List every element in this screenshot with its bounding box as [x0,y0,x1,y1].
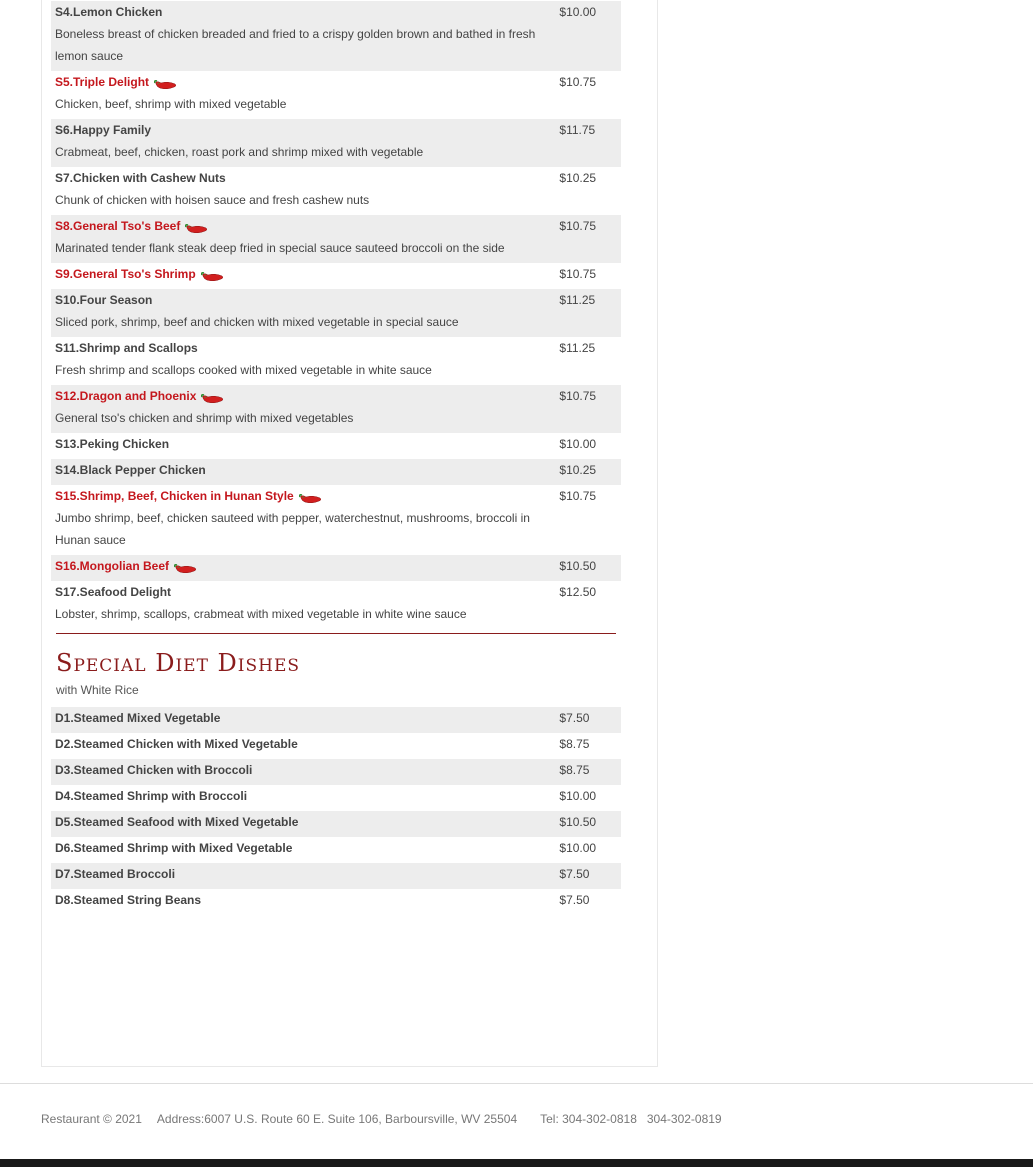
menu-item-name-text: S8.General Tso's Beef [55,219,181,233]
diet-item-price: $7.50 [559,711,590,725]
diet-item-price: $7.50 [559,867,590,881]
footer-divider [0,1083,1033,1084]
section-title: Special Diet Dishes [56,649,301,677]
diet-item-row [51,837,621,863]
diet-item-row [51,785,621,811]
diet-item-name: D8.Steamed String Beans [55,893,202,907]
footer-tel-2[interactable]: 304-302-0819 [646,1112,722,1126]
menu-item-name [55,167,559,189]
menu-item-price: $10.75 [559,219,597,233]
menu-item-price: $10.25 [559,463,597,477]
hot-pepper-icon [201,390,225,402]
section-subtitle: with White Rice [56,683,139,697]
menu-item-name [55,385,559,407]
menu-item-name [55,215,559,237]
menu-item-name [55,289,559,311]
menu-item-price: $11.75 [559,123,596,137]
menu-item-price: $11.25 [559,341,596,355]
menu-item-price: $10.00 [559,437,597,451]
section-divider [56,633,616,634]
menu-item-row [51,485,621,555]
menu-item-name [55,459,559,481]
menu-item-name-text: S11.Shrimp and Scallops [55,341,198,355]
diet-item-price: $7.50 [559,893,590,907]
menu-item-price: $12.50 [559,585,597,599]
main-items [51,1,621,629]
menu-item-row [51,167,621,215]
menu-item-row [51,289,621,337]
footer-address: Address:6007 U.S. Route 60 E. Suite 106, Barboursville, WV 25504 [156,1112,518,1126]
menu-item-price: $10.75 [559,75,597,89]
menu-item-row [51,1,621,71]
diet-item-price: $10.00 [559,789,597,803]
menu-item-row [51,385,621,433]
menu-item-price: $10.50 [559,559,597,573]
diet-item-name: D1.Steamed Mixed Vegetable [55,711,221,725]
diet-item-name: D4.Steamed Shrimp with Broccoli [55,789,248,803]
menu-item-row [51,119,621,167]
bottom-bar [0,1159,1033,1167]
menu-item-description: Sliced pork, shrimp, beef and chicken with mixed vegetable in special sauce [55,315,459,329]
menu-item-description: Crabmeat, beef, chicken, roast pork and shrimp mixed with vegetable [55,145,424,159]
menu-item-name-text: S16.Mongolian Beef [55,559,170,573]
menu-item-row [51,71,621,119]
hot-pepper-icon [154,76,178,88]
diet-item-price: $8.75 [559,763,590,777]
menu-item-name-text: S4.Lemon Chicken [55,5,163,19]
menu-item-price: $10.25 [559,171,597,185]
menu-item-description: Boneless breast of chicken breaded and fried to a crispy golden brown and bathed in fresh lemon sauce [55,27,536,63]
menu-item-name [55,263,559,285]
menu-item-price: $10.75 [559,267,597,281]
menu-item-name [55,337,559,359]
menu-item-name [55,581,559,603]
diet-item-name: D2.Steamed Chicken with Mixed Vegetable [55,737,298,751]
menu-item-name [55,1,559,23]
menu-item-row [51,555,621,581]
menu-item-description: Marinated tender flank steak deep fried in special sauce sauteed broccoli on the side [55,241,505,255]
menu-item-name [55,119,559,141]
menu-item-row [51,581,621,629]
menu-panel [41,0,658,1067]
menu-item-name [55,485,559,507]
hot-pepper-icon [185,220,209,232]
footer [41,1112,737,1126]
menu-item-name-text: S9.General Tso's Shrimp [55,267,196,281]
diet-item-name: D5.Steamed Seafood with Mixed Vegetable [55,815,299,829]
diet-item-price: $10.50 [559,815,597,829]
diet-items [51,707,621,915]
hot-pepper-icon [174,560,198,572]
menu-item-name-text: S15.Shrimp, Beef, Chicken in Hunan Style [55,489,294,503]
menu-item-name [55,433,559,455]
menu-item-description: Lobster, shrimp, scallops, crabmeat with mixed vegetable in white wine sauce [55,607,467,621]
menu-item-price: $10.75 [559,389,597,403]
menu-item-name-text: S6.Happy Family [55,123,152,137]
diet-item-row [51,759,621,785]
menu-item-row [51,215,621,263]
menu-item-row [51,433,621,459]
menu-item-name-text: S7.Chicken with Cashew Nuts [55,171,226,185]
menu-item-price: $10.75 [559,489,597,503]
hot-pepper-icon [299,490,323,502]
menu-item-name-text: S5.Triple Delight [55,75,150,89]
menu-item-price: $11.25 [559,293,596,307]
diet-item-name: D6.Steamed Shrimp with Mixed Vegetable [55,841,293,855]
menu-item-description: Chicken, beef, shrimp with mixed vegetable [55,97,287,111]
menu-item-name-text: S10.Four Season [55,293,153,307]
menu-item-row [51,459,621,485]
diet-item-row [51,811,621,837]
diet-item-price: $8.75 [559,737,590,751]
menu-item-row [51,263,621,289]
menu-item-description: General tso's chicken and shrimp with mixed vegetables [55,411,354,425]
menu-item-row [51,337,621,385]
diet-item-row [51,863,621,889]
menu-item-name [55,71,559,93]
menu-item-description: Jumbo shrimp, beef, chicken sauteed with pepper, waterchestnut, mushrooms, broccoli in Hunan sauce [55,511,530,547]
diet-item-row [51,889,621,915]
hot-pepper-icon [201,268,225,280]
diet-item-row [51,733,621,759]
footer-copyright: Restaurant © 2021 [41,1112,142,1126]
menu-item-name-text: S14.Black Pepper Chicken [55,463,206,477]
menu-item-description: Chunk of chicken with hoisen sauce and fresh cashew nuts [55,193,370,207]
diet-item-row [51,707,621,733]
menu-item-name-text: S12.Dragon and Phoenix [55,389,197,403]
menu-item-description: Fresh shrimp and scallops cooked with mixed vegetable in white sauce [55,363,432,377]
diet-item-name: D3.Steamed Chicken with Broccoli [55,763,253,777]
menu-list [51,0,621,915]
menu-item-price: $10.00 [559,5,597,19]
diet-item-name: D7.Steamed Broccoli [55,867,176,881]
menu-item-name-text: S13.Peking Chicken [55,437,170,451]
footer-tel[interactable]: Tel: 304-302-0818 [540,1112,637,1126]
menu-item-name-text: S17.Seafood Delight [55,585,172,599]
diet-item-price: $10.00 [559,841,597,855]
menu-item-name [55,555,559,577]
